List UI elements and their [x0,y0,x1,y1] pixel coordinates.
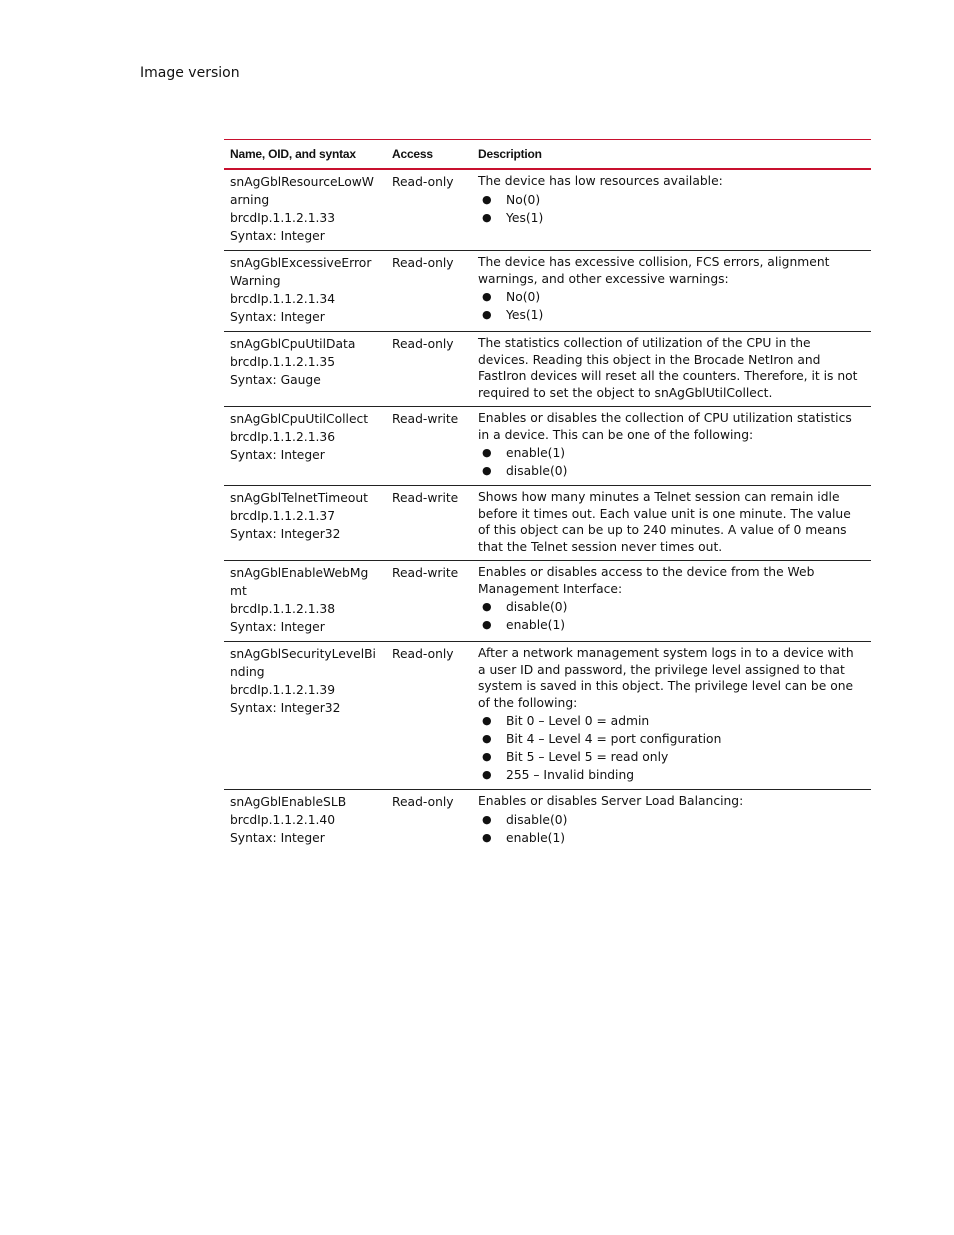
description-text: The device has excessive collision, FCS errors, alignment warnings, and other excessive warnings: [478,255,830,286]
object-name: snAgGblCpuUtilData [230,337,356,351]
object-syntax: Syntax: Integer [230,620,325,634]
value-list [478,288,865,324]
description-cell [472,790,871,853]
description-cell [472,251,871,332]
bullet-icon: ● [482,732,492,745]
object-syntax: Syntax: Integer32 [230,701,341,715]
table-row [224,486,871,561]
value-list-item [478,829,865,847]
description-cell [472,332,871,407]
value-list-item [478,766,865,784]
object-name-cell [224,642,386,790]
value-list-item [478,462,865,480]
bullet-icon: ● [482,618,492,631]
value-list-text: disable(0) [506,600,568,614]
object-name: snAgGblEnableSLB [230,795,347,809]
description-text: The device has low resources available: [478,174,723,188]
value-list-item [478,306,865,324]
value-list-text: No(0) [506,290,541,304]
column-header-access: Access [392,147,433,161]
value-list-text: disable(0) [506,464,568,478]
bullet-icon: ● [482,830,492,844]
object-oid: brcdIp.1.1.2.1.33 [230,211,336,225]
bullet-icon: ● [482,210,492,224]
value-list-text: Yes(1) [506,308,544,322]
value-list-item [478,811,865,829]
bullet-icon: ● [482,750,492,763]
object-name: snAgGblTelnetTimeout [230,491,368,505]
table-row [224,332,871,407]
object-oid: brcdIp.1.1.2.1.40 [230,813,336,827]
column-header-description: Description [478,147,542,161]
description-cell [472,169,871,251]
description-cell [472,407,871,486]
object-oid: brcdIp.1.1.2.1.35 [230,355,336,369]
value-list-item [478,444,865,462]
table-row [224,407,871,486]
value-list [478,811,865,847]
bullet-icon: ● [482,600,492,613]
access-cell: Read-only [392,256,454,270]
value-list [478,712,865,784]
value-list-item [478,616,865,634]
bullet-icon: ● [482,192,492,206]
description-text: Shows how many minutes a Telnet session can remain idle before it times out. Each value unit is one minute. The value of this object can be up to 240 minutes. A value of 0 means that the Telnet session never times out. [478,490,851,554]
mib-object-table [224,139,871,852]
bullet-icon: ● [482,308,492,321]
value-list-text: disable(0) [506,812,568,827]
object-syntax: Syntax: Integer [230,831,325,845]
description-text: After a network management system logs in to a device with a user ID and password, the privilege level assigned to that system is saved in this object. The privilege level can be one of the following: [478,646,854,710]
value-list-item [478,598,865,616]
description-text: Enables or disables access to the device from the Web Management Interface: [478,565,815,596]
object-syntax: Syntax: Integer [230,448,325,462]
bullet-icon: ● [482,768,492,781]
table-row [224,642,871,790]
value-list-item [478,288,865,306]
description-text: Enables or disables Server Load Balancing: [478,794,744,808]
value-list-text: enable(1) [506,446,566,460]
table-row [224,790,871,853]
access-cell: Read-only [392,175,454,189]
bullet-icon: ● [482,446,492,459]
object-oid: brcdIp.1.1.2.1.39 [230,683,336,697]
object-oid: brcdIp.1.1.2.1.37 [230,509,336,523]
object-syntax: Syntax: Integer32 [230,527,341,541]
object-name: snAgGblExcessiveErrorWarning [230,256,372,288]
description-cell [472,642,871,790]
object-name-cell [224,486,386,561]
table-row [224,251,871,332]
object-name: snAgGblSecurityLevelBinding [230,647,376,679]
access-cell: Read-write [392,412,459,426]
access-cell: Read-write [392,491,459,505]
access-cell: Read-only [392,337,454,351]
value-list-text: enable(1) [506,618,566,632]
object-oid: brcdIp.1.1.2.1.36 [230,430,336,444]
object-name-cell [224,561,386,642]
table-row [224,561,871,642]
access-cell: Read-write [392,566,459,580]
bullet-icon: ● [482,464,492,477]
description-text: Enables or disables the collection of CPU utilization statistics in a device. This can be one of the following: [478,411,852,442]
bullet-icon: ● [482,290,492,303]
object-name-cell [224,332,386,407]
object-oid: brcdIp.1.1.2.1.38 [230,602,336,616]
object-name-cell [224,407,386,486]
column-header-name: Name, OID, and syntax [230,147,356,161]
table-body [224,169,871,852]
object-name: snAgGblResourceLowWarning [230,175,374,207]
object-oid: brcdIp.1.1.2.1.34 [230,292,336,306]
value-list-item [478,730,865,748]
value-list [478,598,865,634]
object-syntax: Syntax: Integer [230,310,325,324]
value-list-item [478,712,865,730]
object-syntax: Syntax: Integer [230,229,325,243]
value-list [478,444,865,480]
description-text: The statistics collection of utilization of the CPU in the devices. Reading this object in the Brocade NetIron and FastIron devices will reset all the counters. Therefore, it is not required to set the object to snAgGblUtilCollect. [478,336,858,400]
value-list-item [478,748,865,766]
table-header-row [224,140,871,170]
description-cell [472,561,871,642]
running-header: Image version [140,65,240,81]
value-list-item [478,191,865,209]
value-list-text: Bit 0 – Level 0 = admin [506,714,650,728]
access-cell: Read-only [392,647,454,661]
value-list-item [478,209,865,227]
value-list-text: enable(1) [506,830,566,845]
object-name-cell [224,169,386,251]
object-name: snAgGblEnableWebMgmt [230,566,369,598]
description-cell [472,486,871,561]
bullet-icon: ● [482,812,492,826]
object-name-cell [224,251,386,332]
object-syntax: Syntax: Gauge [230,373,321,387]
object-name-cell [224,790,386,853]
value-list-text: No(0) [506,192,541,207]
value-list-text: Yes(1) [506,210,544,225]
value-list [478,191,865,227]
value-list-text: 255 – Invalid binding [506,768,635,782]
bullet-icon: ● [482,714,492,727]
value-list-text: Bit 5 – Level 5 = read only [506,750,669,764]
access-cell: Read-only [392,795,454,809]
value-list-text: Bit 4 – Level 4 = port configuration [506,732,722,746]
mib-object-table-container [224,139,871,852]
object-name: snAgGblCpuUtilCollect [230,412,369,426]
table-row [224,169,871,251]
